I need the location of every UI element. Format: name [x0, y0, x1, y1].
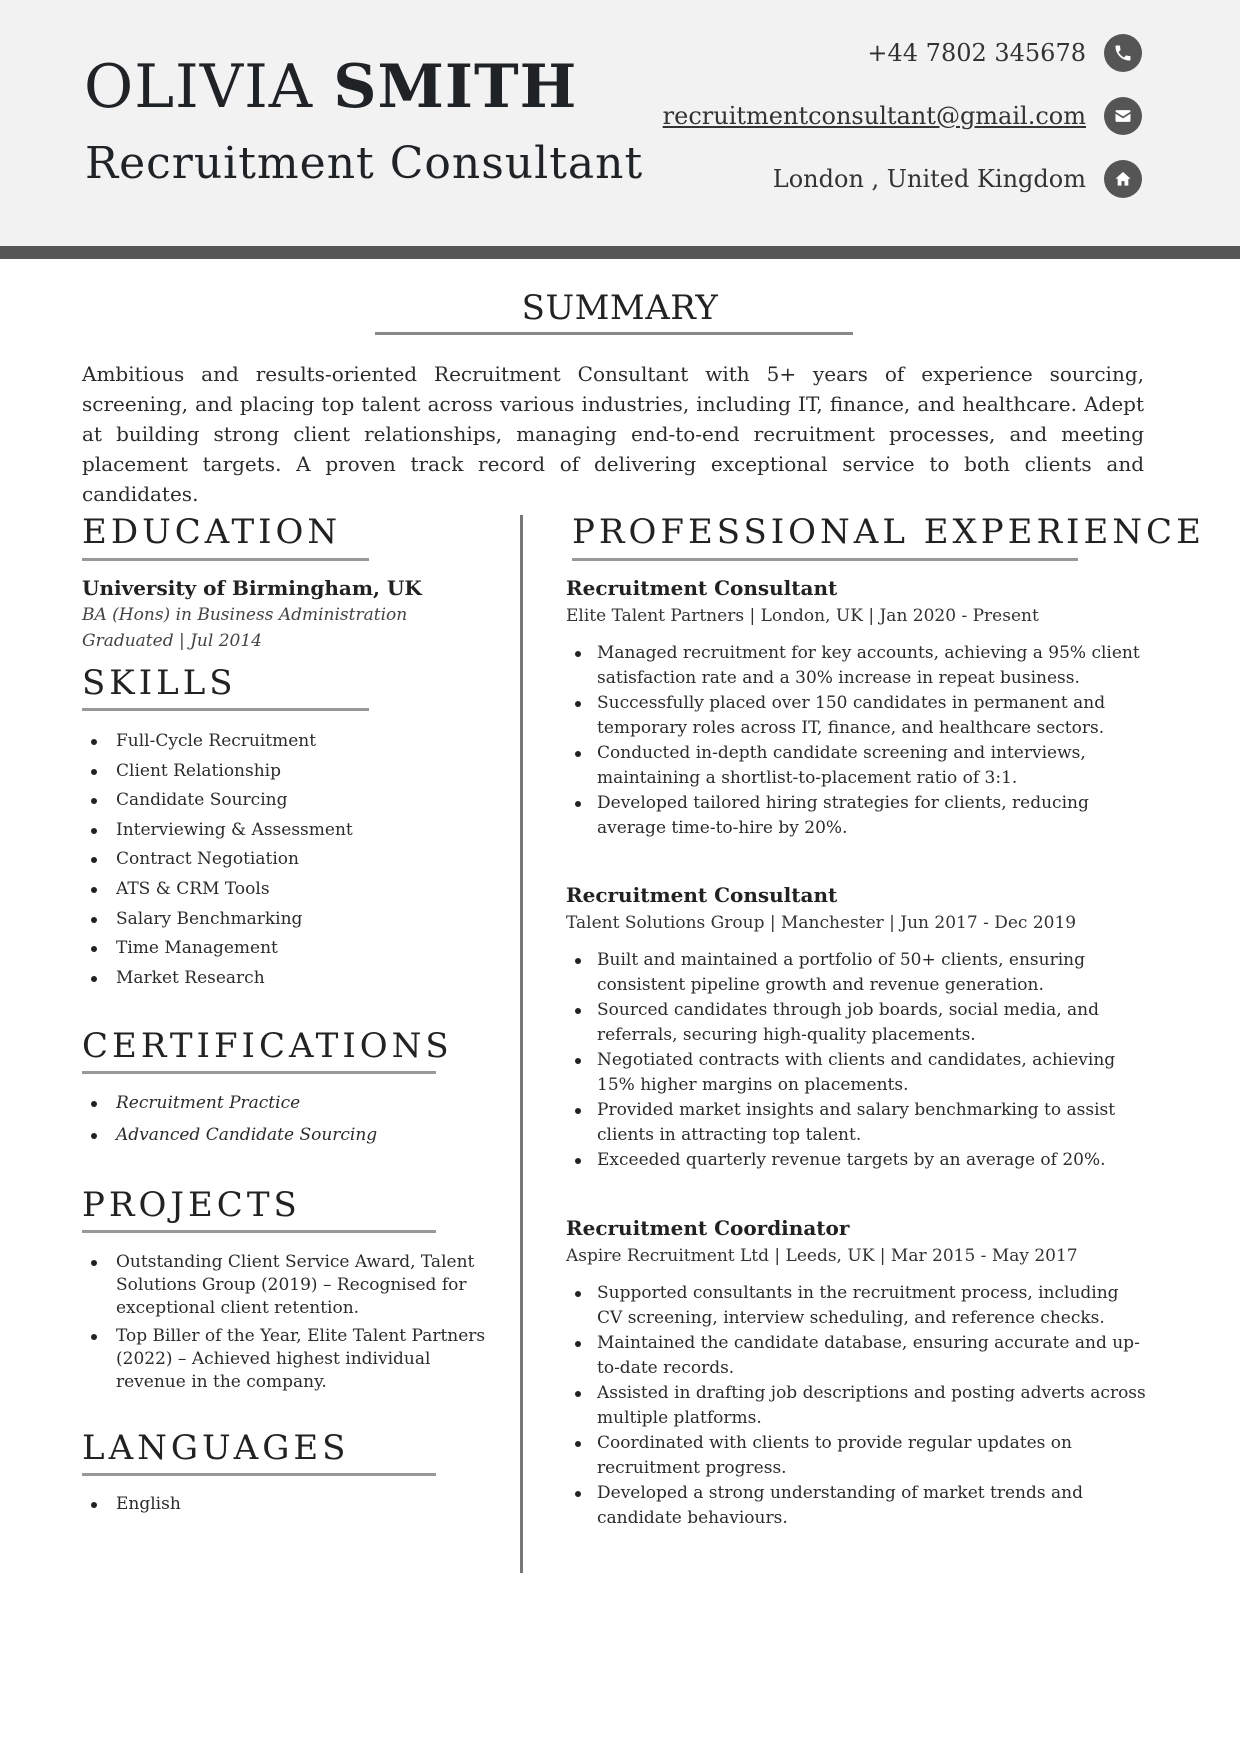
projects-list: [82, 1251, 502, 1399]
skills-heading: SKILLS: [82, 663, 237, 703]
skills-list: [82, 730, 502, 996]
job-bullet: Conducted in-depth candidate screening and interviews, maintaining a shortlist-to-placement ratio of 3:1.: [566, 741, 1146, 791]
education-underline: [82, 558, 369, 561]
skill-item: Contract Negotiation: [82, 848, 502, 878]
job-bullet: Successfully placed over 150 candidates in permanent and temporary roles across IT, finance, and healthcare sectors.: [566, 691, 1146, 741]
home-icon: [1104, 160, 1142, 198]
skill-item: ATS & CRM Tools: [82, 878, 502, 908]
projects-heading: PROJECTS: [82, 1185, 301, 1225]
candidate-name: [84, 52, 577, 122]
contact-email[interactable]: [663, 97, 1142, 135]
skill-item: Market Research: [82, 967, 502, 997]
first-name: OLIVIA: [84, 52, 314, 122]
education-school: University of Birmingham, UK: [82, 576, 422, 600]
project-item: Outstanding Client Service Award, Talent Solutions Group (2019) – Recognised for exceptional client retention.: [82, 1251, 502, 1320]
skill-item: Interviewing & Assessment: [82, 819, 502, 849]
job-bullets: [566, 948, 1146, 1173]
languages-list: [82, 1493, 502, 1515]
job-bullet: Negotiated contracts with clients and candidates, achieving 15% higher margins on placements.: [566, 1048, 1146, 1098]
summary-heading: SUMMARY: [521, 288, 719, 328]
certification-item: Recruitment Practice: [82, 1092, 502, 1124]
summary-underline: [375, 332, 853, 335]
languages-underline: [82, 1473, 436, 1476]
envelope-icon: [1104, 97, 1142, 135]
projects-underline: [82, 1230, 436, 1233]
job-bullets: [566, 641, 1146, 841]
phone-number: +44 7802 345678: [867, 39, 1086, 67]
education-graduated: Graduated | Jul 2014: [82, 631, 262, 651]
skill-item: Salary Benchmarking: [82, 908, 502, 938]
project-item: Top Biller of the Year, Elite Talent Partners (2022) – Achieved highest individual revenue in the company.: [82, 1325, 502, 1394]
job-bullet: Assisted in drafting job descriptions and posting adverts across multiple platforms.: [566, 1381, 1146, 1431]
experience-entry: [566, 1214, 1146, 1531]
skills-underline: [82, 708, 369, 711]
language-item: English: [82, 1493, 502, 1515]
certification-item: Advanced Candidate Sourcing: [82, 1124, 502, 1156]
email-link[interactable]: recruitmentconsultant@gmail.com: [662, 102, 1086, 130]
experience-entry: [566, 881, 1146, 1173]
job-bullet: Provided market insights and salary benchmarking to assist clients in attracting top talent.: [566, 1098, 1146, 1148]
job-bullet: Built and maintained a portfolio of 50+ clients, ensuring consistent pipeline growth and revenue generation.: [566, 948, 1146, 998]
job-bullet: Supported consultants in the recruitment process, including CV screening, interview scheduling, and reference checks.: [566, 1281, 1146, 1331]
job-bullet: Developed tailored hiring strategies for clients, reducing average time-to-hire by 20%.: [566, 791, 1146, 841]
experience-heading: PROFESSIONAL EXPERIENCE: [572, 512, 1205, 552]
skill-item: Time Management: [82, 937, 502, 967]
languages-heading: LANGUAGES: [82, 1428, 350, 1468]
column-divider: [520, 515, 523, 1573]
location-text: London , United Kingdom: [772, 165, 1086, 193]
header-divider-bar: [0, 246, 1240, 259]
job-bullet: Developed a strong understanding of market trends and candidate behaviours.: [566, 1481, 1146, 1531]
job-role: Recruitment Consultant: [566, 576, 838, 600]
job-meta: Aspire Recruitment Ltd | Leeds, UK | Mar 2015 - May 2017: [566, 1246, 1078, 1266]
job-bullet: Coordinated with clients to provide regular updates on recruitment progress.: [566, 1431, 1146, 1481]
job-bullet: Maintained the candidate database, ensuring accurate and up-to-date records.: [566, 1331, 1146, 1381]
job-bullet: Exceeded quarterly revenue targets by an average of 20%.: [566, 1148, 1146, 1173]
job-meta: Talent Solutions Group | Manchester | Jun 2017 - Dec 2019: [566, 913, 1077, 933]
summary-text: Ambitious and results-oriented Recruitment Consultant with 5+ years of experience sourcing, screening, and placing top talent across various industries, including IT, finance, and healthcare. Adept at building strong client relationships, managing end-to-end recruitment processes, and meeting placement targets. A proven track record of delivering exceptional service to both clients and candidates.: [82, 362, 1144, 506]
job-bullet: Managed recruitment for key accounts, achieving a 95% client satisfaction rate and a 30% increase in repeat business.: [566, 641, 1146, 691]
certifications-list: [82, 1092, 502, 1156]
job-bullet: Sourced candidates through job boards, social media, and referrals, securing high-quality placements.: [566, 998, 1146, 1048]
experience-underline: [572, 558, 1078, 561]
job-role: Recruitment Consultant: [566, 883, 838, 907]
skill-item: Full-Cycle Recruitment: [82, 730, 502, 760]
certifications-heading: CERTIFICATIONS: [82, 1026, 453, 1066]
contact-location: [773, 160, 1142, 198]
contact-phone: [867, 34, 1142, 72]
skill-item: Client Relationship: [82, 760, 502, 790]
education-degree: BA (Hons) in Business Administration: [82, 605, 408, 625]
job-bullets: [566, 1281, 1146, 1531]
candidate-title: Recruitment Consultant: [85, 138, 644, 189]
certifications-underline: [82, 1071, 436, 1074]
skill-item: Candidate Sourcing: [82, 789, 502, 819]
last-name: SMITH: [333, 52, 578, 122]
education-heading: EDUCATION: [82, 512, 342, 552]
experience-entry: [566, 574, 1146, 841]
phone-icon: [1104, 34, 1142, 72]
job-role: Recruitment Coordinator: [566, 1216, 850, 1240]
job-meta: Elite Talent Partners | London, UK | Jan 2020 - Present: [566, 606, 1039, 626]
